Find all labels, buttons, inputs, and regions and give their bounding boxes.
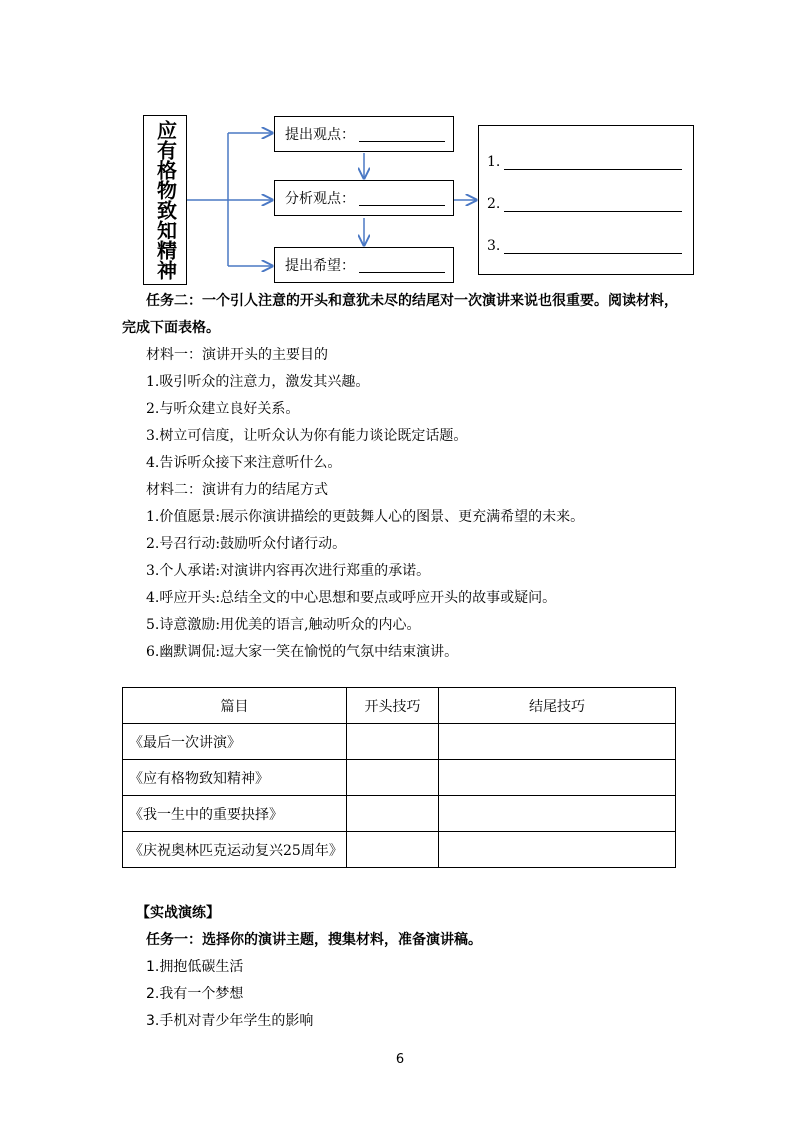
flow-box-2 <box>274 180 454 216</box>
cell-title: 《应有格物致知精神》 <box>123 760 347 796</box>
cell-opening[interactable] <box>347 724 439 760</box>
table-row <box>123 724 676 760</box>
material1-item: 3.树立可信度，让听众认为你有能力谈论既定话题。 <box>146 428 468 444</box>
cell-title: 《庆祝奥林匹克运动复兴25周年》 <box>123 832 347 868</box>
flow-box-1-label: 提出观点： <box>285 127 355 143</box>
header-ending: 结尾技巧 <box>439 688 676 724</box>
material2-item: 4.呼应开头:总结全文的中心思想和要点或呼应开头的故事或疑问。 <box>146 590 557 606</box>
result-box <box>478 125 694 275</box>
blank-line <box>359 191 445 206</box>
table-row <box>123 796 676 832</box>
topic-item: 1.拥抱低碳生活 <box>146 959 244 975</box>
header-opening: 开头技巧 <box>347 688 439 724</box>
flow-box-3-label: 提出希望： <box>285 258 355 274</box>
result-line-3: 3. <box>487 238 682 254</box>
page-number: 6 <box>395 1052 405 1067</box>
topic-item: 3.手机对青少年学生的影响 <box>146 1013 314 1029</box>
cell-opening[interactable] <box>347 796 439 832</box>
table-row <box>123 760 676 796</box>
task2-line2: 完成下面表格。 <box>122 320 220 336</box>
table-header-row <box>123 688 676 724</box>
material2-item: 2.号召行动:鼓励听众付诸行动。 <box>146 536 347 552</box>
blank-line <box>359 127 445 142</box>
material2-item: 1.价值愿景:展示你演讲描绘的更鼓舞人心的图景、更充满希望的未来。 <box>146 509 585 525</box>
cell-title: 《最后一次讲演》 <box>123 724 347 760</box>
flow-box-3 <box>274 247 454 283</box>
material2-item: 3.个人承诺:对演讲内容再次进行郑重的承诺。 <box>146 563 431 579</box>
material1-item: 4.告诉听众接下来注意听什么。 <box>146 455 342 471</box>
skills-table <box>122 687 676 868</box>
flow-box-1 <box>274 116 454 152</box>
material1-item: 1.吸引听众的注意力，激发其兴趣。 <box>146 374 370 390</box>
blank-line <box>359 258 445 273</box>
cell-ending[interactable] <box>439 796 676 832</box>
cell-ending[interactable] <box>439 760 676 796</box>
task2-line1: 任务二：一个引人注意的开头和意犹未尽的结尾对一次演讲来说也很重要。阅读材料， <box>146 293 678 309</box>
material2-item: 5.诗意激励:用优美的语言,触动听众的内心。 <box>146 617 421 633</box>
flow-box-2-label: 分析观点： <box>285 191 355 207</box>
material1-title: 材料一：演讲开头的主要目的 <box>146 347 328 363</box>
cell-opening[interactable] <box>347 760 439 796</box>
material1-item: 2.与听众建立良好关系。 <box>146 401 300 417</box>
material2-item: 6.幽默调侃:逗大家一笑在愉悦的气氛中结束演讲。 <box>146 644 459 660</box>
practice-task1: 任务一：选择你的演讲主题，搜集材料，准备演讲稿。 <box>146 932 482 948</box>
table-row <box>123 832 676 868</box>
material2-title: 材料二：演讲有力的结尾方式 <box>146 482 328 498</box>
practice-heading: 【实战演练】 <box>136 905 220 921</box>
cell-title: 《我一生中的重要抉择》 <box>123 796 347 832</box>
header-title: 篇目 <box>123 688 347 724</box>
result-line-1: 1. <box>487 154 682 170</box>
cell-ending[interactable] <box>439 832 676 868</box>
diagram-title: 应有格物致知精神 <box>153 120 178 280</box>
cell-ending[interactable] <box>439 724 676 760</box>
topic-item: 2.我有一个梦想 <box>146 986 244 1002</box>
cell-opening[interactable] <box>347 832 439 868</box>
result-line-2: 2. <box>487 196 682 212</box>
